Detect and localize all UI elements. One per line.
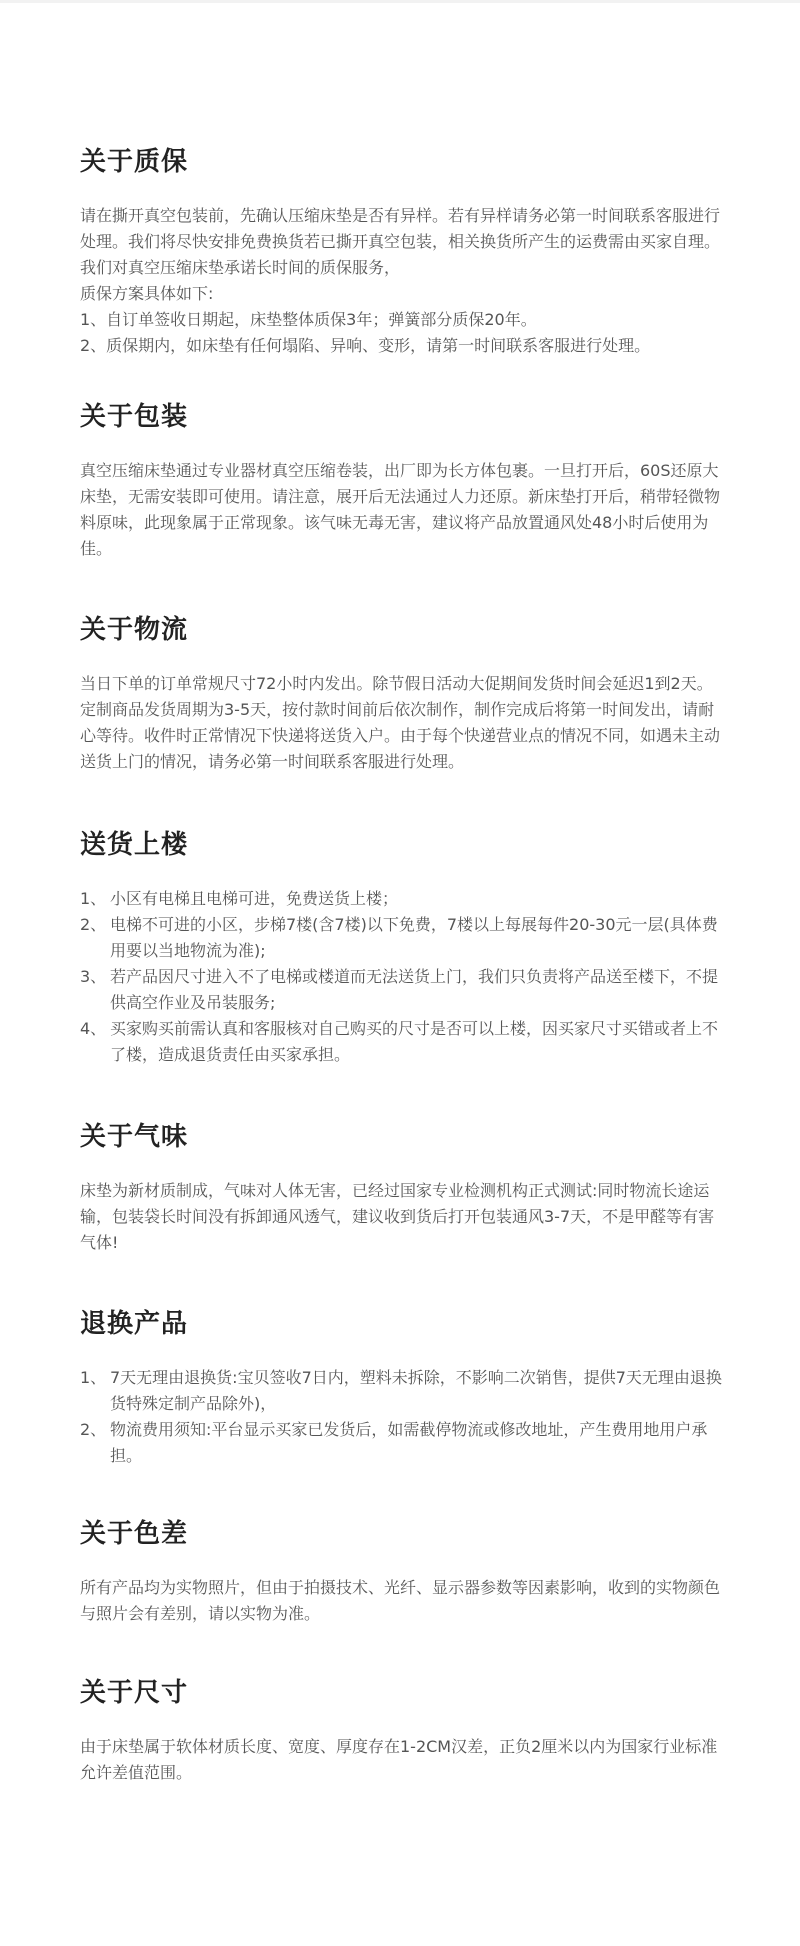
return-rules-list xyxy=(80,1365,725,1469)
item-number: 2、 xyxy=(80,915,107,934)
delivery-rules-list xyxy=(80,886,725,1068)
section-warranty xyxy=(80,145,725,359)
section-body xyxy=(80,671,725,775)
section-body xyxy=(80,1734,725,1786)
paragraph: 真空压缩床垫通过专业器材真空压缩卷装，出厂即为长方体包裹。一旦打开后，60S还原大床垫，无需安装即可使用。请注意，展开后无法通过人力还原。新床垫打开后，稍带轻微物料原味，此现象属于正常现象。该气味无毒无害，建议将产品放置通风处48小时后使用为佳。 xyxy=(80,461,721,558)
section-body xyxy=(80,458,725,562)
list-item xyxy=(80,964,725,1016)
section-title: 退换产品 xyxy=(80,1309,189,1339)
section-title: 关于色差 xyxy=(80,1519,189,1549)
item-number: 1、 xyxy=(80,1368,107,1387)
section-delivery-upstairs xyxy=(80,828,725,1068)
item-number: 2、 xyxy=(80,1420,107,1439)
paragraph: 床垫为新材质制成，气味对人体无害，已经过国家专业检测机构正式测试:同时物流长途运输，包装袋长时间没有拆卸通风透气，建议收到货后打开包装通风3-7天，不是甲醛等有害气体! xyxy=(80,1181,715,1252)
top-divider xyxy=(0,0,800,3)
section-title: 送货上楼 xyxy=(80,830,189,860)
paragraph: 2、质保期内，如床垫有任何塌陷、异响、变形，请第一时间联系客服进行处理。 xyxy=(80,336,651,355)
section-color-difference xyxy=(80,1517,725,1627)
section-body xyxy=(80,1575,725,1627)
item-text: 买家购买前需认真和客服核对自己购买的尺寸是否可以上楼，因买家尺寸买错或者上不了楼，造成退货责任由买家承担。 xyxy=(110,1019,719,1064)
list-item xyxy=(80,886,725,912)
paragraph: 所有产品均为实物照片，但由于拍摄技术、光纤、显示器参数等因素影响，收到的实物颜色与照片会有差别，请以实物为准。 xyxy=(80,1578,721,1623)
section-title: 关于尺寸 xyxy=(80,1678,189,1708)
section-title: 关于气味 xyxy=(80,1122,189,1152)
list-item xyxy=(80,1365,725,1417)
list-item xyxy=(80,912,725,964)
item-number: 3、 xyxy=(80,967,107,986)
item-text: 若产品因尺寸进入不了电梯或楼道而无法送货上门，我们只负责将产品送至楼下，不提供高空作业及吊装服务; xyxy=(110,967,719,1012)
list-item xyxy=(80,1016,725,1068)
section-logistics xyxy=(80,613,725,775)
section-title: 关于包装 xyxy=(80,402,189,432)
paragraph: 当日下单的订单常规尺寸72小时内发出。除节假日活动大促期间发货时间会延迟1到2天。定制商品发货周期为3-5天，按付款时间前后依次制作，制作完成后将第一时间发出，请耐心等待。收件时正常情况下快递将送货入户。由于每个快递营业点的情况不同，如遇未主动送货上门的情况，请务必第一时间联系客服进行处理。 xyxy=(80,674,721,771)
section-size xyxy=(80,1676,725,1786)
paragraph: 1、自订单签收日期起，床垫整体质保3年；弹簧部分质保20年。 xyxy=(80,310,537,329)
section-odor xyxy=(80,1120,725,1256)
item-number: 4、 xyxy=(80,1019,107,1038)
item-text: 小区有电梯且电梯可进，免费送货上楼； xyxy=(110,889,399,908)
section-title: 关于质保 xyxy=(80,147,189,177)
paragraph: 质保方案具体如下: xyxy=(80,284,214,303)
paragraph: 由于床垫属于软体材质长度、宽度、厚度存在1-2CM汉差，正负2厘米以内为国家行业标准允许差值范围。 xyxy=(80,1737,718,1782)
item-text: 电梯不可进的小区，步梯7楼(含7楼)以下免费，7楼以上每展每件20-30元一层(具体费用要以当地物流为准); xyxy=(110,915,718,960)
section-body xyxy=(80,1365,725,1469)
list-item xyxy=(80,1417,725,1469)
item-text: 物流费用须知:平台显示买家已发货后，如需截停物流或修改地址，产生费用地用户承担。 xyxy=(110,1420,708,1465)
section-title: 关于物流 xyxy=(80,615,189,645)
section-body xyxy=(80,203,725,359)
section-returns xyxy=(80,1307,725,1469)
item-text: 7天无理由退换货:宝贝签收7日内，塑料未拆除，不影响二次销售，提供7天无理由退换货特殊定制产品除外)， xyxy=(110,1368,722,1413)
section-body xyxy=(80,886,725,1068)
item-number: 1、 xyxy=(80,889,107,908)
section-packaging xyxy=(80,400,725,562)
section-body xyxy=(80,1178,725,1256)
paragraph: 请在撕开真空包装前，先确认压缩床垫是否有异样。若有异样请务必第一时间联系客服进行处理。我们将尽快安排免费换货若已撕开真空包装，相关换货所产生的运费需由买家自理。我们对真空压缩床垫承诺长时间的质保服务， xyxy=(80,206,721,277)
